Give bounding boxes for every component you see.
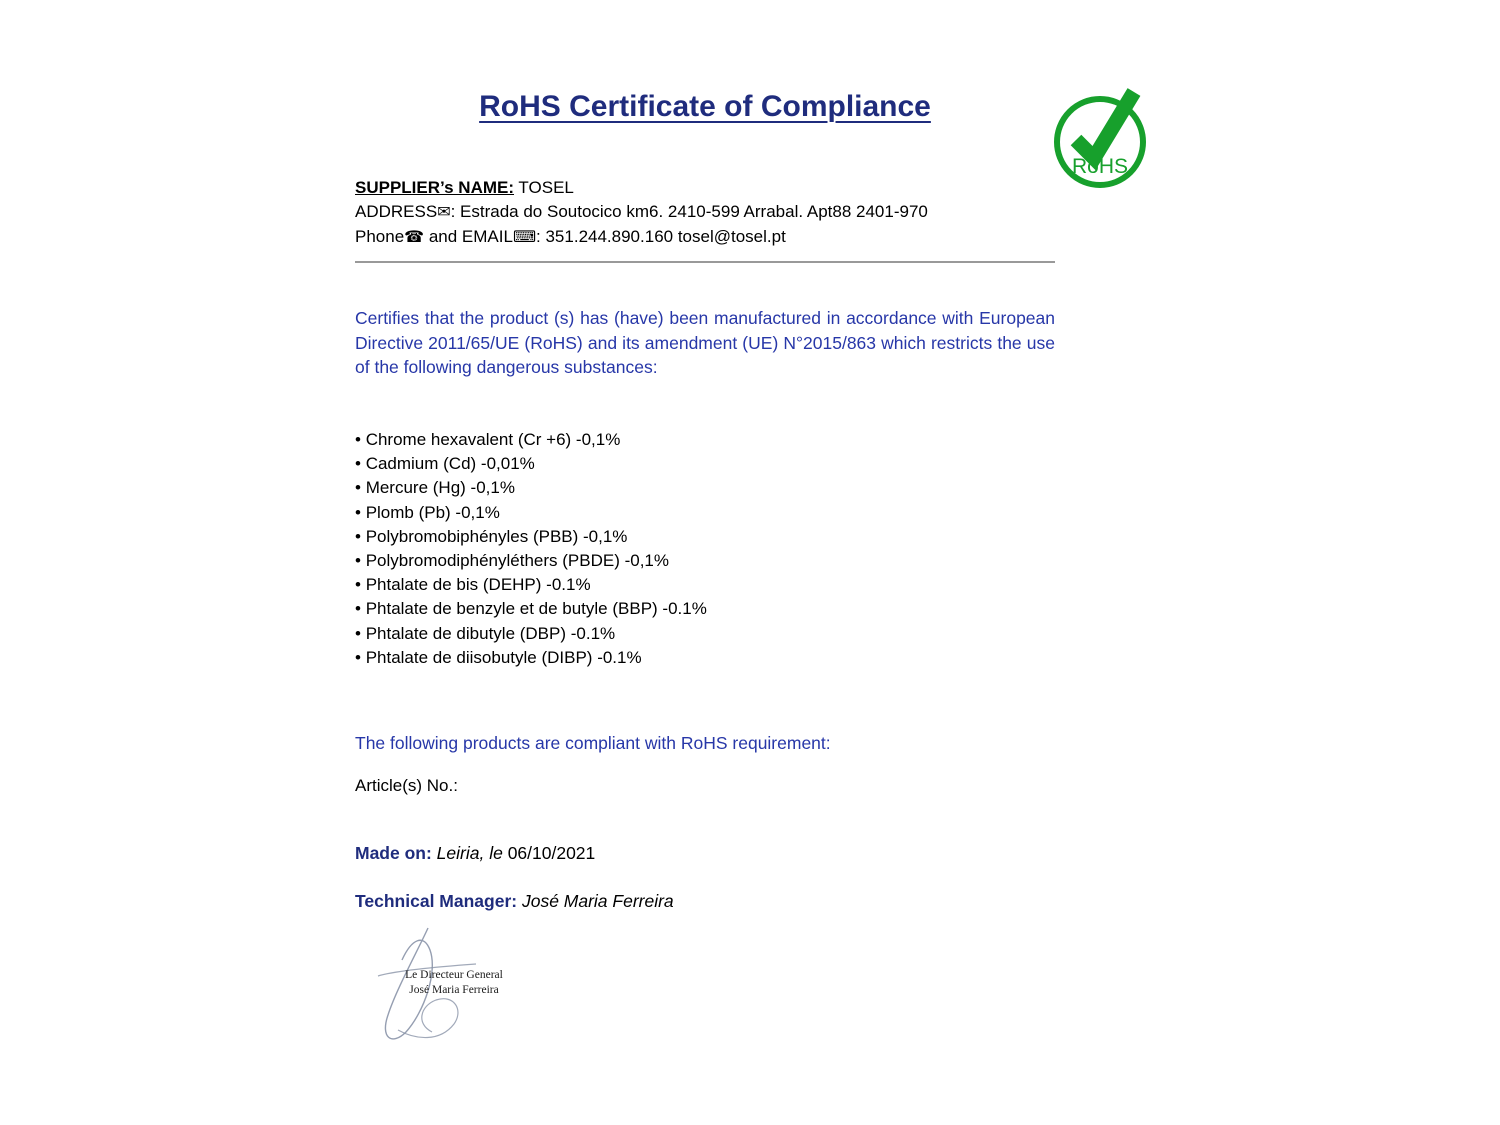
certifies-paragraph: Certifies that the product (s) has (have) been manufactured in accordance with European Directive 2011/65/UE (RoHS) and its amendment (UE) N°2015/863 which restricts the use of the following dangerous substances: — [355, 308, 1055, 377]
address-value: : Estrada do Soutocico km6. 2410-599 Arrabal. Apt88 2401-970 — [450, 202, 928, 221]
substance-item: • Chrome hexavalent (Cr +6) -0,1% — [355, 428, 1055, 452]
contact-value: : 351.244.890.160 tosel@tosel.pt — [536, 227, 786, 246]
compliance-statement: The following products are compliant with RoHS requirement: — [355, 733, 831, 753]
manager-label: Technical Manager: — [355, 891, 518, 911]
signature-line1: Le Directeur General — [405, 969, 503, 981]
signature-line2: José Maria Ferreira — [409, 984, 499, 996]
supplier-block — [355, 176, 1055, 250]
made-on-date: 06/10/2021 — [507, 843, 596, 863]
supplier-name-row — [355, 176, 1055, 200]
rohs-logo — [1050, 80, 1150, 192]
address-label: ADDRESS — [355, 202, 438, 221]
rohs-check-icon — [1050, 80, 1150, 192]
made-on-label: Made on: — [355, 843, 432, 863]
envelope-icon: ✉ — [437, 204, 451, 221]
signature-text — [394, 968, 514, 998]
made-on-place: Leiria, le — [431, 843, 508, 863]
computer-icon: ⌨ — [512, 229, 537, 246]
telephone-icon: ☎ — [404, 229, 425, 246]
substance-list — [355, 428, 1055, 670]
supplier-contact-row — [355, 225, 1055, 250]
substance-item: • Cadmium (Cd) -0,01% — [355, 452, 1055, 476]
rohs-logo-label: RoHS — [1071, 155, 1129, 178]
substance-item: • Phtalate de dibutyle (DBP) -0.1% — [355, 622, 1055, 646]
substance-item: • Mercure (Hg) -0,1% — [355, 476, 1055, 500]
substance-item: • Plomb (Pb) -0,1% — [355, 501, 1055, 525]
substance-item: • Polybromodiphényléthers (PBDE) -0,1% — [355, 549, 1055, 573]
substance-item: • Phtalate de benzyle et de butyle (BBP) -0.1% — [355, 597, 1055, 621]
articles-label: Article(s) No.: — [355, 776, 458, 795]
manager-line — [355, 891, 1055, 912]
manager-name: José Maria Ferreira — [517, 891, 674, 911]
made-on-line — [355, 843, 1055, 864]
header-divider — [355, 261, 1055, 263]
supplier-name-value: TOSEL — [514, 178, 574, 197]
supplier-name-label: SUPPLIER’s NAME: — [355, 178, 515, 197]
phone-label: Phone — [355, 227, 405, 246]
supplier-address-row — [355, 200, 1055, 225]
substance-item: • Polybromobiphényles (PBB) -0,1% — [355, 525, 1055, 549]
substance-item: • Phtalate de diisobutyle (DIBP) -0.1% — [355, 646, 1055, 670]
page-title: RoHS Certificate of Compliance — [479, 90, 931, 123]
email-label: and EMAIL — [424, 227, 513, 246]
signature-block — [358, 920, 538, 1060]
substance-item: • Phtalate de bis (DEHP) -0.1% — [355, 573, 1055, 597]
